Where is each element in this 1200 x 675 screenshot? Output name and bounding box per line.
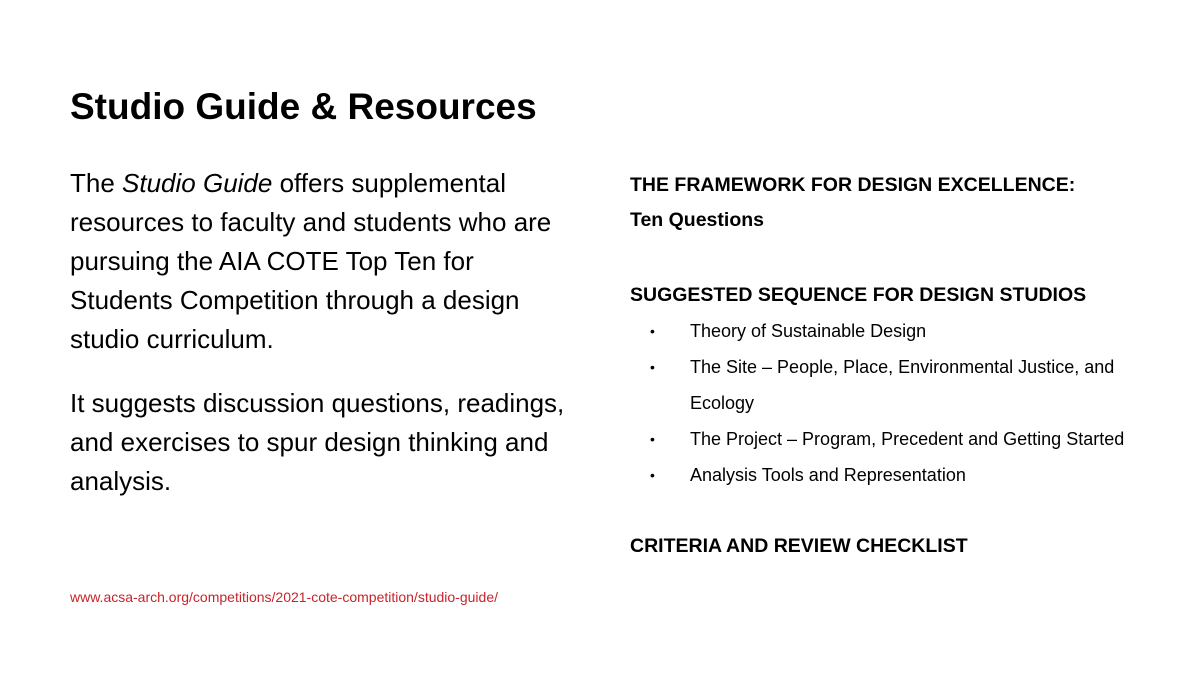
bullet-icon: •: [650, 359, 655, 375]
list-item: [630, 349, 1150, 421]
criteria-heading: CRITERIA AND REVIEW CHECKLIST: [630, 535, 968, 557]
left-column: [70, 164, 570, 501]
bullet-icon: •: [650, 467, 655, 483]
framework-heading-line1: THE FRAMEWORK FOR DESIGN EXCELLENCE:: [630, 174, 1076, 196]
list-item-text: The Site – People, Place, Environmental Justice, and Ecology: [690, 357, 1115, 413]
second-paragraph: It suggests discussion questions, readings, and exercises to spur design thinking and analysis.: [70, 388, 565, 496]
list-item-text: Theory of Sustainable Design: [690, 321, 927, 341]
list-item-text: Analysis Tools and Representation: [690, 465, 966, 485]
slide-title: Studio Guide & Resources: [70, 86, 537, 127]
sequence-list: [630, 313, 1150, 493]
list-item: [630, 313, 1150, 349]
intro-prefix: The: [70, 168, 123, 198]
bullet-icon: •: [650, 431, 655, 447]
studio-guide-link[interactable]: www.acsa-arch.org/competitions/2021-cote-competition/studio-guide/: [70, 589, 498, 605]
intro-suffix: offers supplemental resources to faculty and students who are pursuing the AIA COTE Top Ten for Students Competition through a design studio curriculum.: [70, 168, 552, 354]
framework-heading: [630, 168, 1150, 238]
right-column: [630, 168, 1150, 564]
bullet-icon: •: [650, 323, 655, 339]
list-item: [630, 421, 1150, 457]
list-item: [630, 457, 1150, 493]
framework-heading-line2: Ten Questions: [630, 209, 764, 231]
sequence-heading: SUGGESTED SEQUENCE FOR DESIGN STUDIOS: [630, 284, 1087, 306]
studio-guide-emphasis: Studio Guide: [122, 168, 273, 198]
list-item-text: The Project – Program, Precedent and Getting Started: [690, 429, 1125, 449]
intro-paragraph: [70, 164, 570, 359]
